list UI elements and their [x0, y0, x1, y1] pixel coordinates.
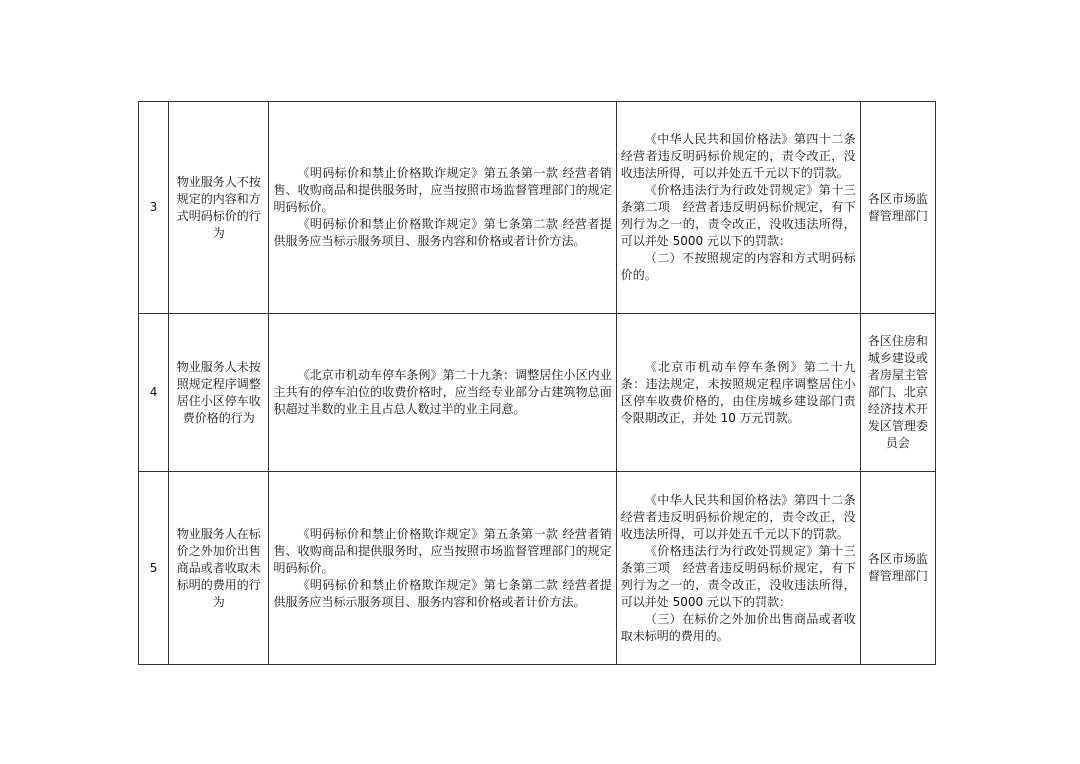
legal-basis-cell [269, 102, 616, 314]
behavior-cell [169, 314, 269, 472]
legal-basis-paragraph: 《明码标价和禁止价格欺诈规定》第五条第一款 经营者销售、收购商品和提供服务时，应当按照市场监督管理部门的规定明码标价。 [273, 526, 612, 575]
behavior-cell [169, 472, 269, 665]
penalty-paragraph: 《价格违法行为行政处罚规定》第十三条第三项 经营者违反明码标价规定，有下列行为之一的，责令改正，没收违法所得，可以并处 5000 元以下的罚款： [620, 543, 856, 609]
table-row [139, 472, 936, 665]
penalty-paragraph: 《中华人民共和国价格法》第四十二条 经营者违反明码标价规定的，责令改正，没收违法所得，可以并处五千元以下的罚款。 [620, 492, 868, 541]
legal-basis-cell [269, 314, 616, 472]
row-number: 4 [139, 314, 169, 472]
department-cell [860, 102, 935, 314]
behavior-text: 物业服务人在标价之外加价出售商品或者收取未标明的费用的行为 [176, 526, 261, 609]
table-row [139, 314, 936, 472]
legal-basis-paragraph: 《明码标价和禁止价格欺诈规定》第七条第二款 经营者提供服务应当标示服务项目、服务内容和价格或者计价方法。 [273, 217, 612, 248]
row-number: 3 [139, 102, 169, 314]
penalty-cell [616, 314, 860, 472]
behavior-text: 物业服务人未按照规定程序调整居住小区停车收费价格的行为 [176, 359, 261, 425]
penalty-paragraph: 《中华人民共和国价格法》第四十二条 经营者违反明码标价规定的，责令改正，没收违法所得，可以并处五千元以下的罚款。 [620, 132, 868, 180]
department-text: 各区住房和城乡建设或者房屋主管部门、北京经济技术开发区管理委员会 [867, 334, 928, 450]
penalty-paragraph: （三）在标价之外加价出售商品或者收取未标明的费用的。 [620, 611, 856, 643]
legal-basis-paragraph: 《明码标价和禁止价格欺诈规定》第七条第二款 经营者提供服务应当标示服务项目、服务内容和价格或者计价方法。 [273, 577, 612, 609]
regulation-table [138, 101, 936, 665]
penalty-cell [616, 472, 868, 665]
penalty-paragraph: 《价格违法行为行政处罚规定》第十三条第二项 经营者违反明码标价规定，有下列行为之一的，责令改正，没收违法所得，可以并处 5000 元以下的罚款： [620, 183, 856, 248]
row-number: 5 [139, 472, 169, 665]
legal-basis-cell [269, 472, 616, 665]
behavior-text: 物业服务人不按规定的内容和方式明码标价的行为 [176, 174, 261, 240]
penalty-paragraph: 《北京市机动车停车条例》第二十九条：违法规定，未按照规定程序调整居住小区停车收费价格的，由住房城乡建设部门责令限期改正，并处 10 万元罚款。 [620, 359, 856, 425]
penalty-paragraph: （二）不按照规定的内容和方式明码标价的。 [620, 251, 856, 282]
behavior-cell [169, 102, 269, 314]
department-text: 各区市场监督管理部门 [867, 191, 928, 223]
legal-basis-paragraph: 《北京市机动车停车条例》第二十九条：调整居住小区内业主共有的停车泊位的收费价格时，应当经专业部分占建筑物总面积超过半数的业主且占总人数过半的业主同意。 [273, 368, 612, 416]
penalty-cell [616, 102, 868, 314]
department-cell [860, 472, 935, 665]
department-text: 各区市场监督管理部门 [867, 552, 928, 583]
table-row [139, 102, 936, 314]
legal-basis-paragraph: 《明码标价和禁止价格欺诈规定》第五条第一款 经营者销售、收购商品和提供服务时，应当按照市场监督管理部门的规定明码标价。 [273, 166, 612, 214]
department-cell [860, 314, 935, 472]
